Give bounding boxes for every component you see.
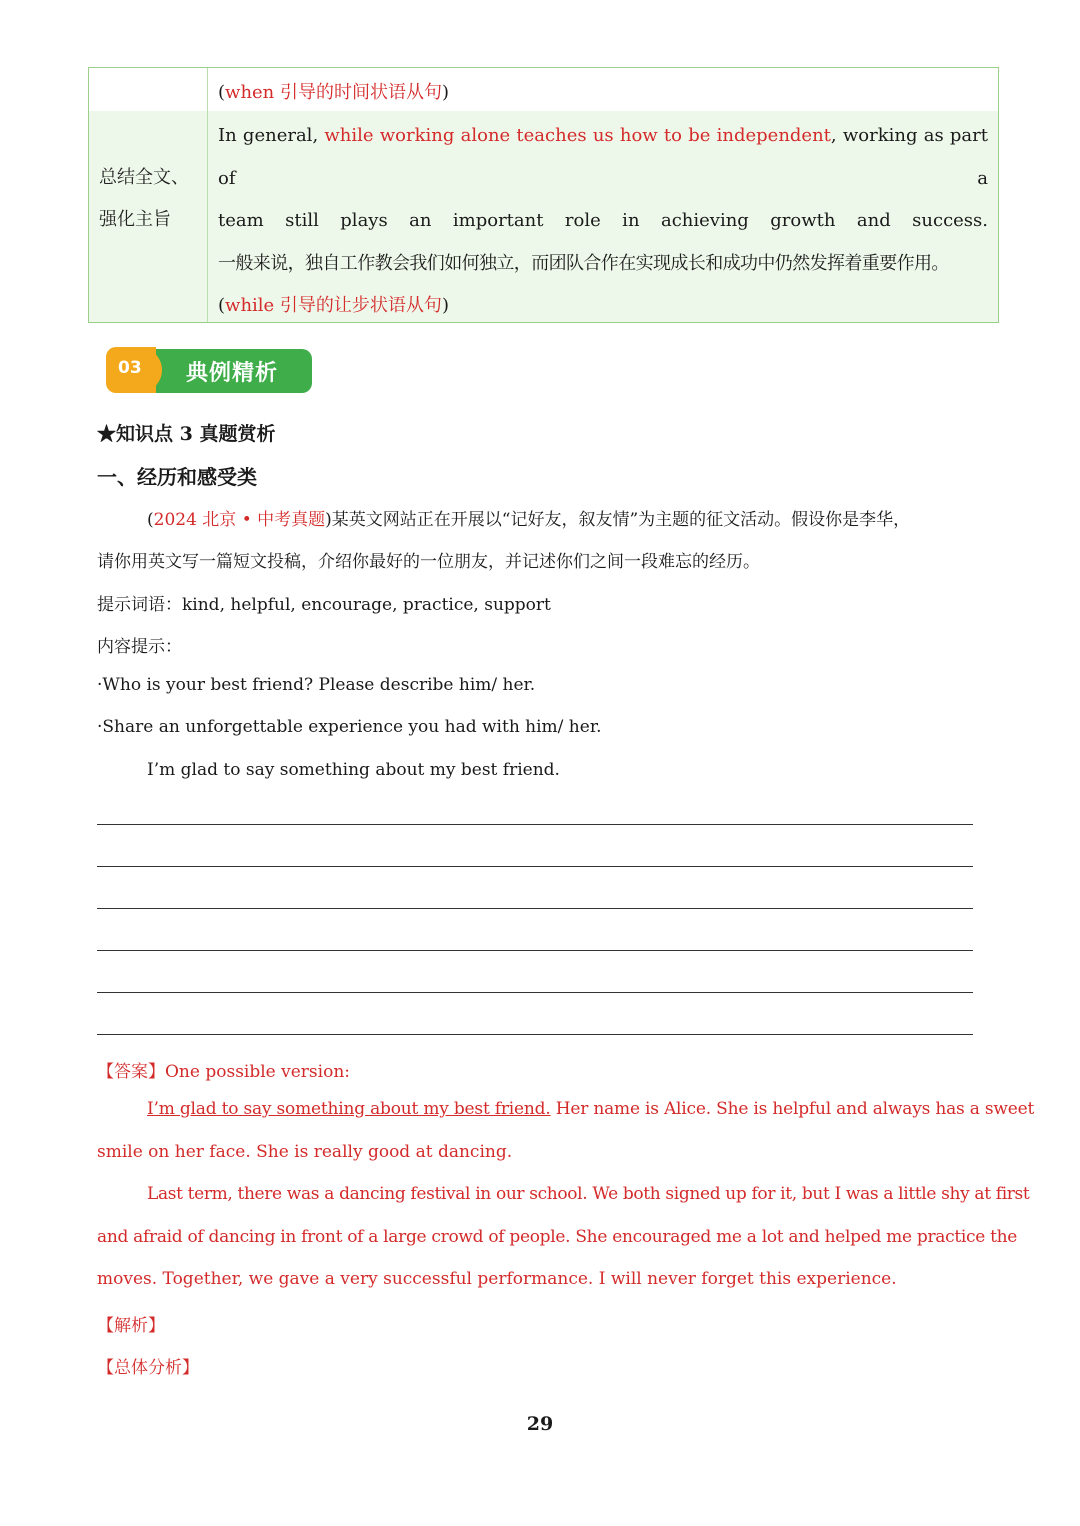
prompt-line2: 请你用英文写一篇短文投稿，介绍你最好的一位朋友，并记述你们之间一段难忘的经历。	[97, 552, 760, 572]
answer-p1-line2: smile on her face. She is really good at dancing.	[97, 1142, 513, 1162]
opening-sentence: I’m glad to say something about my best friend.	[147, 760, 560, 780]
writing-line	[97, 866, 973, 867]
overall-analysis-label: 【总体分析】	[97, 1358, 199, 1378]
table-row	[89, 68, 998, 112]
writing-line	[97, 1034, 973, 1035]
prompt-line1: (2024 北京 • 中考真题)某英文网站正在开展以“记好友，叙友情”为主题的征文活动。假设你是李华，	[147, 510, 911, 530]
category-heading: 一、经历和感受类	[97, 465, 257, 489]
answer-p1-line1: I’m glad to say something about my best friend. Her name is Alice. She is helpful and always has a sweet	[147, 1099, 1035, 1119]
knowledge-heading: ★知识点 3 真题赏析	[97, 423, 276, 445]
summary-table	[88, 67, 999, 323]
answer-label: 【答案】One possible version:	[97, 1062, 350, 1082]
row2-note: (while 引导的让步状语从句)	[218, 295, 449, 316]
page-number: 29	[526, 1413, 554, 1435]
row1-note: (when 引导的时间状语从句)	[218, 82, 450, 103]
banner-number: 03	[118, 358, 142, 378]
section-banner	[106, 347, 312, 393]
content-label: 内容提示：	[97, 637, 182, 657]
table-row	[89, 111, 998, 322]
answer-p2-line1: Last term, there was a dancing festival in our school. We both signed up for it, but I was a little shy at first	[147, 1184, 1030, 1204]
row2-cn: 一般来说，独自工作教会我们如何独立，而团队合作在实现成长和成功中仍然发挥着重要作用。	[218, 252, 949, 274]
banner-title: 典例精析	[186, 361, 279, 386]
row2-content	[218, 115, 988, 328]
row2-label: 总结全文、 强化主旨	[99, 167, 189, 230]
row2-en-line2: team still plays an important role in achieving growth and success.	[218, 210, 988, 231]
row2-en-line1: In general, while working alone teaches us how to be independent, working as part of a	[218, 125, 988, 189]
analysis-label: 【解析】	[97, 1316, 165, 1336]
writing-line	[97, 908, 973, 909]
answer-p2-line2: and afraid of dancing in front of a large crowd of people. She encouraged me a lot and helped me practice the	[97, 1227, 1018, 1247]
hint-line: 提示词语：kind, helpful, encourage, practice, support	[97, 595, 551, 615]
answer-p2-line3: moves. Together, we gave a very successful performance. I will never forget this experience.	[97, 1269, 897, 1289]
writing-line	[97, 950, 973, 951]
writing-line	[97, 824, 973, 825]
column-divider	[207, 68, 208, 322]
writing-line	[97, 992, 973, 993]
bullet-1: ·Who is your best friend? Please describe him/ her.	[97, 675, 536, 695]
bullet-2: ·Share an unforgettable experience you had with him/ her.	[97, 717, 602, 737]
